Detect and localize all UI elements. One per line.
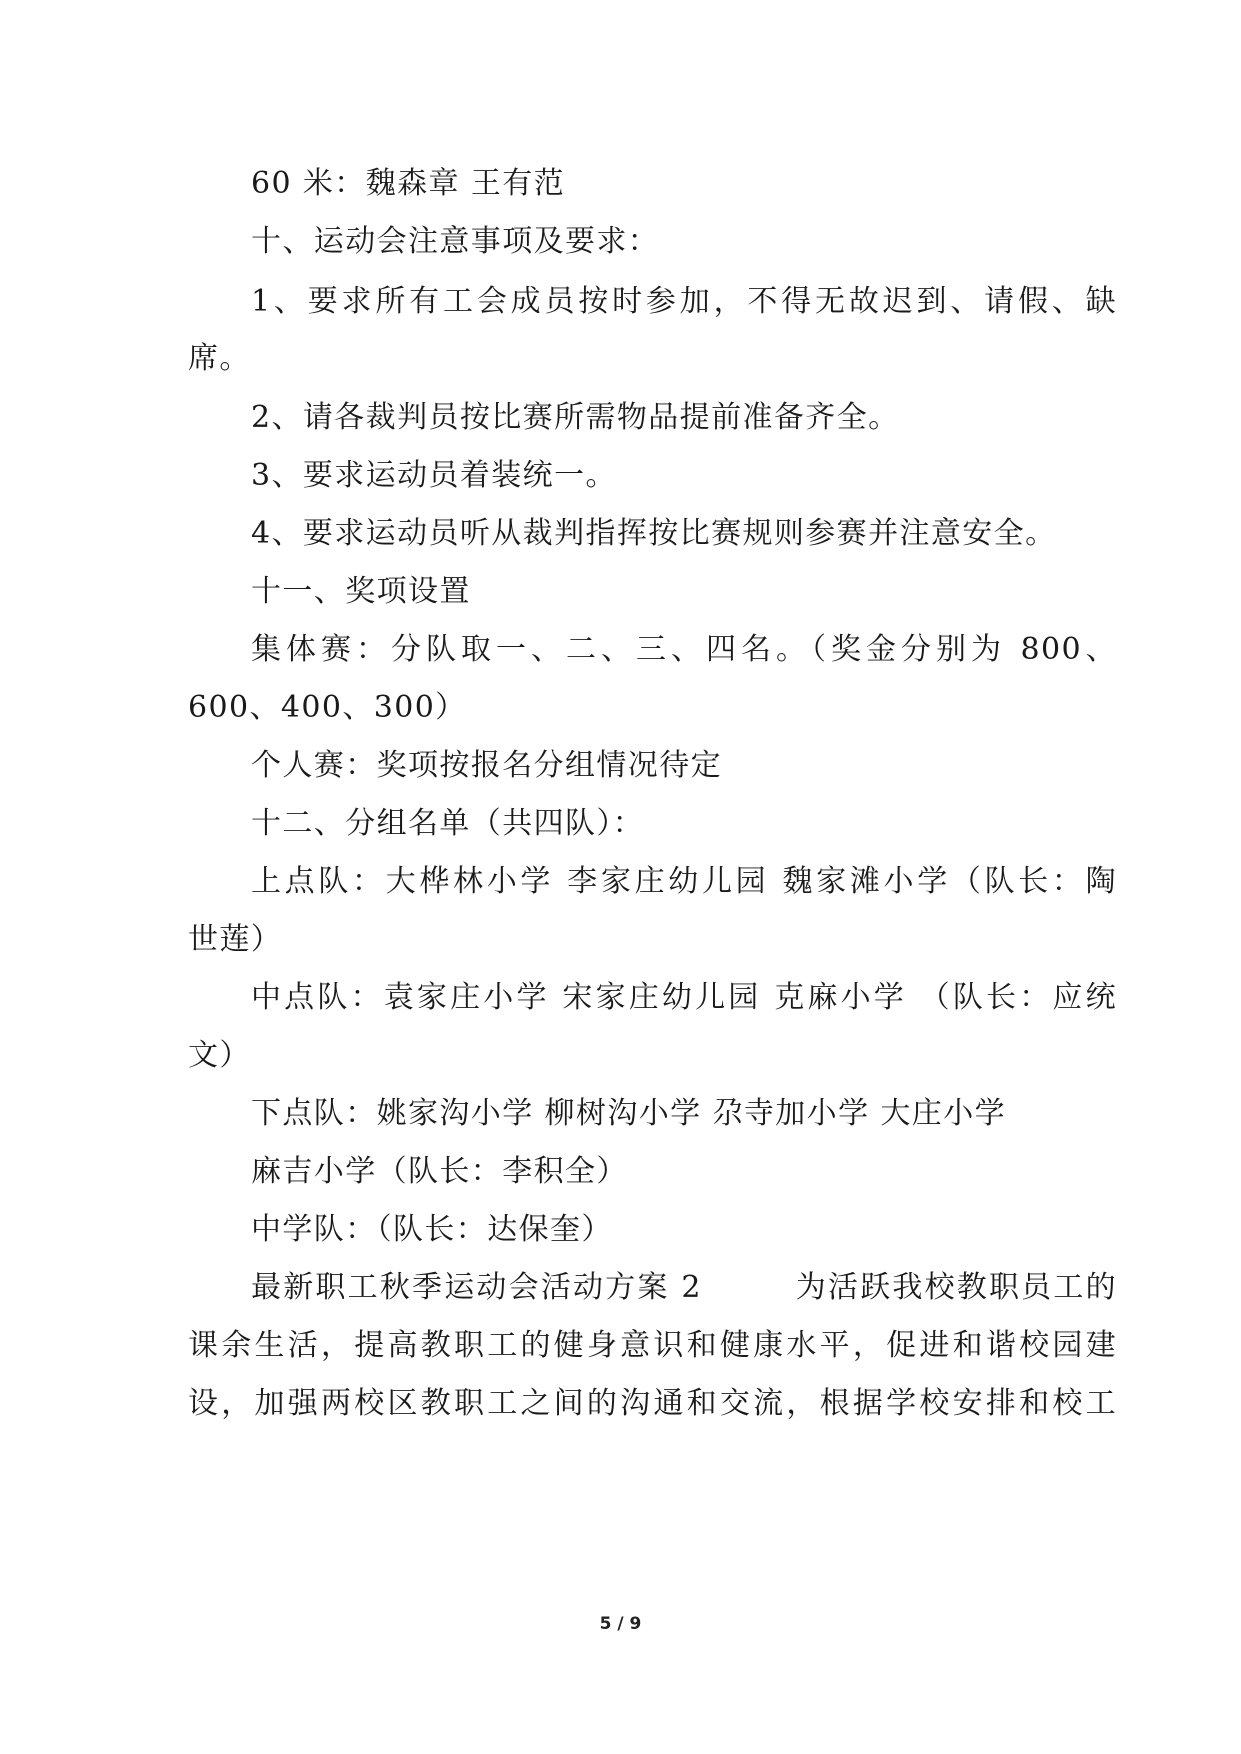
text-line: 席。 — [188, 341, 251, 376]
text-line: 60 米：魏森章 王有范 — [251, 166, 566, 201]
text-line: 4、要求运动员听从裁判指挥按比赛规则参赛并注意安全。 — [251, 516, 1057, 551]
text-line: 中点队：袁家庄小学 宋家庄幼儿园 克麻小学 （队长：应统 — [251, 980, 1117, 1015]
section-heading: 十、运动会注意事项及要求： — [251, 224, 660, 259]
text-line: 设，加强两校区教职工之间的沟通和交流，根据学校安排和校工 — [188, 1386, 1117, 1421]
text-line: 世莲） — [188, 922, 283, 957]
text-line: 集体赛：分队取一、二、三、四名。（奖金分别为 800、 — [251, 632, 1117, 667]
text-line: 上点队：大桦林小学 李家庄幼儿园 魏家滩小学（队长：陶 — [251, 864, 1117, 899]
text-line: 下点队：姚家沟小学 柳树沟小学 尕寺加小学 大庄小学 — [251, 1096, 1007, 1131]
text-line: 1、要求所有工会成员按时参加，不得无故迟到、请假、缺 — [251, 284, 1117, 319]
section-heading: 十一、奖项设置 — [251, 574, 471, 609]
text-line: 最新职工秋季运动会活动方案 2 为活跃我校教职员工的 — [251, 1270, 1117, 1305]
text-line: 麻吉小学（队长：李积全） — [251, 1154, 628, 1189]
text-line: 3、要求运动员着装统一。 — [251, 458, 617, 493]
page-number: 5 / 9 — [599, 1614, 642, 1634]
section-heading: 十二、分组名单（共四队）： — [251, 806, 645, 841]
text-line: 中学队：（队长：达保奎） — [251, 1212, 613, 1247]
text-line: 课余生活，提高教职工的健身意识和健康水平，促进和谐校园建 — [188, 1328, 1117, 1363]
text-line: 文） — [188, 1038, 251, 1073]
text-line: 2、请各裁判员按比赛所需物品提前准备齐全。 — [251, 400, 900, 435]
text-line: 个人赛：奖项按报名分组情况待定 — [251, 748, 722, 783]
text-line: 600、400、300） — [188, 690, 467, 725]
